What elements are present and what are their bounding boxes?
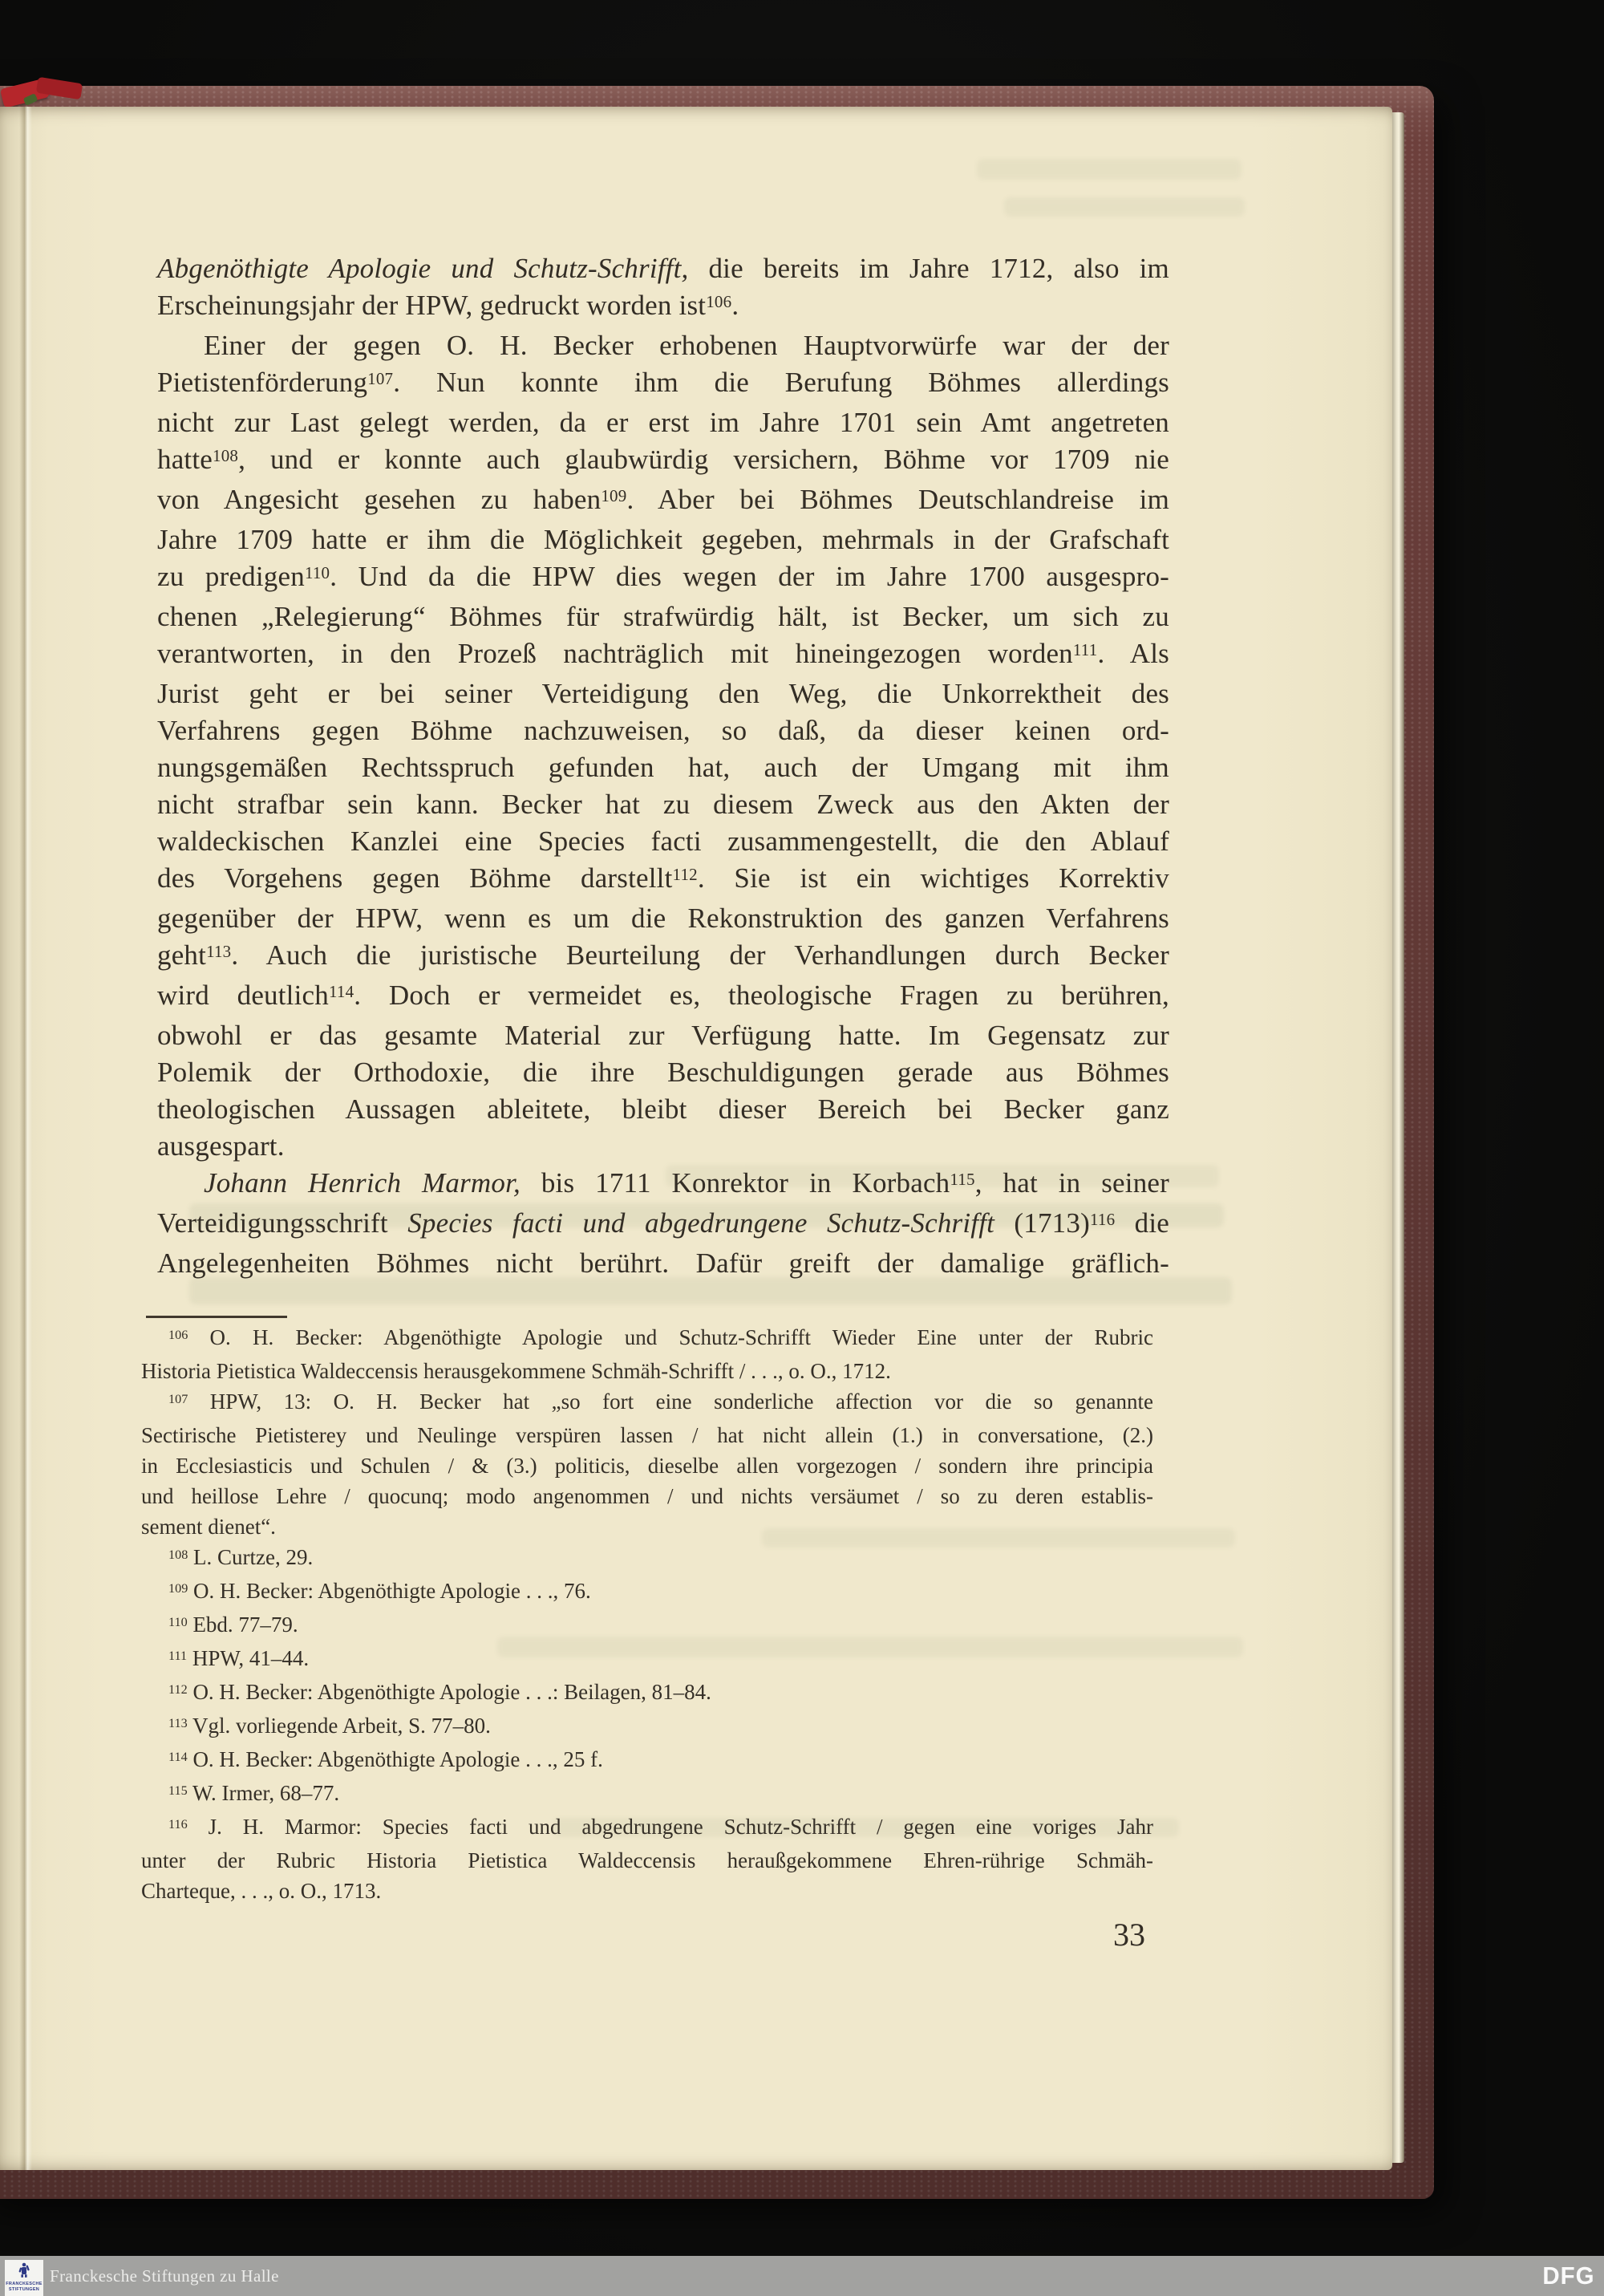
footnote-marker: 108 <box>213 446 239 466</box>
text-segment: nungsgemäßen Rechtsspruch gefunden hat, auch der Umgang mit ihm <box>157 752 1169 783</box>
text-segment: Charteque, . . ., o. O., 1713. <box>141 1879 382 1903</box>
text-segment: obwohl er das gesamte Material zur Verfügung hatte. Im Gegensatz zur <box>157 1020 1169 1051</box>
text-line <box>141 1322 1153 1356</box>
footnote-marker: 110 <box>168 1615 188 1630</box>
page-gutter-crease <box>19 107 32 2170</box>
text-segment: verantworten, in den Prozeß nachträglich mit hineingezogen worden <box>157 638 1073 669</box>
text-line <box>157 977 1169 1017</box>
footnote-marker: 115 <box>168 1783 188 1799</box>
text-line <box>157 1245 1169 1282</box>
text-line <box>141 1643 1153 1677</box>
institution-label: Franckesche Stiftungen zu Halle <box>50 2266 279 2286</box>
text-line <box>157 786 1169 823</box>
text-line <box>157 860 1169 900</box>
footnote-marker: 114 <box>168 1750 188 1765</box>
text-segment: in Ecclesiasticis und Schulen / & (3.) politicis, dieselbe allen vorgezogen / sondern ihre principia <box>141 1454 1153 1478</box>
text-line <box>157 364 1169 404</box>
text-segment: HPW, 13: O. H. Becker hat „so fort eine sonderliche affection vor die so genannte <box>188 1389 1153 1414</box>
text-line <box>157 1091 1169 1128</box>
text-line <box>141 1710 1153 1744</box>
text-segment: unter der Rubric Historia Pietistica Waldeccensis heraußgekommene Ehren-rührige Schmäh- <box>141 1848 1153 1872</box>
text-segment: die <box>1115 1207 1170 1239</box>
paragraph <box>141 1576 1153 1609</box>
text-segment: gegenüber der HPW, wenn es um die Rekonstruktion des ganzen Verfahrens <box>157 903 1169 934</box>
text-line <box>141 1778 1153 1811</box>
text-segment: HPW, 41–44. <box>187 1646 310 1670</box>
text-segment: waldeckischen Kanzlei eine Species facti zusammengestellt, die den Ablauf <box>157 826 1169 857</box>
footnote-marker: 113 <box>168 1716 188 1731</box>
text-segment: . Doch er vermeidet es, theologische Fragen zu berühren, <box>354 980 1170 1011</box>
footnote-marker: 114 <box>328 982 354 1002</box>
text-segment: zu predigen <box>157 561 305 592</box>
paragraph <box>141 1542 1153 1576</box>
text-segment: Sectirische Pietisterey und Neulinge verspüren lassen / hat nicht allein (1.) in conversatione, (2.) <box>141 1423 1153 1447</box>
text-line <box>141 1481 1153 1511</box>
text-line <box>157 404 1169 441</box>
text-segment: Historia Pietistica Waldeccensis herausgekommene Schmäh-Schrifft / . . ., o. O., 1712. <box>141 1359 891 1383</box>
dfg-logo: DFG <box>1541 2262 1594 2290</box>
text-line <box>157 635 1169 675</box>
book-page <box>0 107 1392 2170</box>
text-segment: Species facti und abgedrungene Schutz-Schrifft <box>407 1207 995 1239</box>
text-segment: W. Irmer, 68–77. <box>187 1781 340 1805</box>
logo-text-line2: STIFTUNGEN <box>8 2286 40 2292</box>
paragraph <box>141 1744 1153 1778</box>
bleedthrough-ghost <box>1004 197 1245 217</box>
text-line <box>141 1420 1153 1450</box>
footnote-marker: 111 <box>1072 640 1098 660</box>
text-line <box>157 712 1169 749</box>
footnote-marker: 115 <box>950 1170 975 1190</box>
text-segment: , und er konnte auch glaubwürdig versichern, Böhme vor 1709 nie <box>238 444 1169 475</box>
text-segment: des Vorgehens gegen Böhme darstellt <box>157 862 673 894</box>
text-segment: Abgenöthigte Apologie und Schutz-Schrifft, <box>157 253 689 284</box>
text-segment: . Und da die HPW dies wegen der im Jahre 1700 ausgespro- <box>330 561 1169 592</box>
text-line <box>157 937 1169 977</box>
text-line <box>157 327 1169 364</box>
text-line <box>157 1205 1169 1245</box>
text-segment: Einer der gegen O. H. Becker erhobenen Hauptvorwürfe war der der <box>204 330 1169 361</box>
text-segment: Polemik der Orthodoxie, die ihre Beschuldigungen gerade aus Böhmes <box>157 1057 1169 1088</box>
page-number: 33 <box>1113 1917 1145 1953</box>
text-line <box>141 1677 1153 1710</box>
text-line <box>157 1054 1169 1091</box>
text-line <box>157 675 1169 712</box>
footnote-marker: 109 <box>601 486 627 506</box>
paragraph <box>157 327 1169 1165</box>
text-segment: O. H. Becker: Abgenöthigte Apologie . . .: Beilagen, 81–84. <box>187 1680 711 1704</box>
text-line <box>157 1017 1169 1054</box>
franckesche-stiftungen-logo <box>5 2260 43 2296</box>
paragraph <box>141 1609 1153 1643</box>
text-segment: chenen „Relegierung“ Böhmes für strafwürdig hält, ist Becker, um sich zu <box>157 601 1169 632</box>
footnote-marker: 106 <box>706 292 732 312</box>
body-text <box>157 250 1169 1282</box>
text-line <box>141 1811 1153 1845</box>
text-line <box>157 558 1169 598</box>
text-segment: ausgespart. <box>157 1130 285 1162</box>
text-line <box>141 1876 1153 1906</box>
text-segment: Jurist geht er bei seiner Verteidigung den Weg, die Unkorrektheit des <box>157 678 1169 709</box>
text-segment: die bereits im Jahre 1712, also im <box>688 253 1169 284</box>
text-segment: . Als <box>1097 638 1169 669</box>
viewer-footer-bar <box>0 2256 1604 2296</box>
paragraph <box>141 1778 1153 1811</box>
text-segment: L. Curtze, 29. <box>188 1545 314 1569</box>
text-segment: O. H. Becker: Abgenöthigte Apologie . . ., 76. <box>188 1579 591 1603</box>
text-segment: O. H. Becker: Abgenöthigte Apologie und Schutz-Schrifft Wieder Eine unter der Rubric <box>188 1325 1153 1349</box>
text-segment: Angelegenheiten Böhmes nicht berührt. Dafür greift der damalige gräflich- <box>157 1247 1169 1279</box>
text-segment: Vgl. vorliegende Arbeit, S. 77–80. <box>187 1714 491 1738</box>
text-line <box>141 1609 1153 1643</box>
text-segment: Verteidigungsschrift <box>157 1207 408 1239</box>
text-line <box>141 1450 1153 1481</box>
page-edge <box>1392 112 1404 2163</box>
footnote-marker: 116 <box>1089 1210 1116 1230</box>
text-line <box>157 287 1169 327</box>
text-segment: . <box>731 290 739 321</box>
text-segment: Verfahrens gegen Böhme nachzuweisen, so daß, da dieser keinen ord- <box>157 715 1169 746</box>
text-line <box>157 749 1169 786</box>
text-segment: . Aber bei Böhmes Deutschlandreise im <box>626 484 1169 515</box>
text-line <box>157 900 1169 937</box>
footnotes <box>141 1322 1153 1906</box>
text-line <box>157 441 1169 481</box>
footnote-separator <box>146 1316 287 1318</box>
text-segment: hatte <box>157 444 213 475</box>
text-line <box>157 1165 1169 1205</box>
footnote-marker: 112 <box>672 865 698 885</box>
text-segment: , hat in seiner <box>974 1167 1169 1199</box>
text-line <box>157 521 1169 558</box>
footnote-marker: 109 <box>168 1581 188 1596</box>
footnote-marker: 108 <box>168 1548 188 1563</box>
text-segment: von Angesicht gesehen zu haben <box>157 484 602 515</box>
footnote-marker: 107 <box>168 1392 188 1407</box>
text-segment: (1713) <box>994 1207 1090 1239</box>
bleedthrough-ghost <box>977 159 1241 180</box>
paragraph <box>141 1322 1153 1386</box>
text-segment: J. H. Marmor: Species facti und abgedrungene Schutz-Schrifft / gegen eine voriges Jahr <box>187 1815 1153 1839</box>
text-line <box>141 1744 1153 1778</box>
text-line <box>157 1128 1169 1165</box>
text-line <box>141 1542 1153 1576</box>
francke-figure-icon <box>18 2262 30 2282</box>
paragraph <box>141 1677 1153 1710</box>
text-segment: Johann Henrich Marmor, <box>204 1167 520 1199</box>
text-line <box>141 1386 1153 1420</box>
paragraph <box>157 1165 1169 1282</box>
text-segment: geht <box>157 939 207 971</box>
text-segment: sement dienet“. <box>141 1515 276 1539</box>
text-segment: . Nun konnte ihm die Berufung Böhmes allerdings <box>393 367 1169 398</box>
text-segment: Ebd. 77–79. <box>187 1612 298 1637</box>
text-line <box>157 598 1169 635</box>
paragraph <box>141 1386 1153 1542</box>
text-segment: nicht zur Last gelegt werden, da er erst im Jahre 1701 sein Amt angetreten <box>157 407 1169 438</box>
footnote-marker: 110 <box>304 563 330 583</box>
text-segment: Erscheinungsjahr der HPW, gedruckt worden ist <box>157 290 707 321</box>
text-segment: wird deutlich <box>157 980 329 1011</box>
text-segment: nicht strafbar sein kann. Becker hat zu diesem Zweck aus den Akten der <box>157 789 1169 820</box>
footnote-marker: 106 <box>168 1328 188 1343</box>
footnote-marker: 112 <box>168 1682 188 1698</box>
text-line <box>141 1511 1153 1542</box>
text-segment: theologischen Aussagen ableitete, bleibt dieser Bereich bei Becker ganz <box>157 1093 1169 1125</box>
paragraph <box>157 250 1169 327</box>
footnote-marker: 107 <box>367 369 394 389</box>
text-segment: Pietistenförderung <box>157 367 368 398</box>
paragraph <box>141 1643 1153 1677</box>
text-segment: . Sie ist ein wichtiges Korrektiv <box>697 862 1170 894</box>
text-segment: und heillose Lehre / quocunq; modo angenommen / und nichts versäumet / so zu deren establis- <box>141 1484 1153 1508</box>
text-line <box>141 1845 1153 1876</box>
paragraph <box>141 1811 1153 1906</box>
text-line <box>141 1356 1153 1386</box>
logo-text-line1: FRANCKESCHE <box>6 2282 43 2286</box>
text-line <box>157 250 1169 287</box>
text-line <box>141 1576 1153 1609</box>
text-segment: . Auch die juristische Beurteilung der Verhandlungen durch Becker <box>231 939 1169 971</box>
text-line <box>157 481 1169 521</box>
text-segment: Jahre 1709 hatte er ihm die Möglichkeit gegeben, mehrmals in der Grafschaft <box>157 524 1169 555</box>
footnote-marker: 116 <box>168 1817 188 1832</box>
footnote-marker: 111 <box>168 1649 188 1664</box>
paragraph <box>141 1710 1153 1744</box>
text-line <box>157 823 1169 860</box>
text-segment: bis 1711 Konrektor in Korbach <box>520 1167 950 1199</box>
footnote-marker: 113 <box>206 942 232 962</box>
text-segment: O. H. Becker: Abgenöthigte Apologie . . ., 25 f. <box>187 1747 603 1771</box>
